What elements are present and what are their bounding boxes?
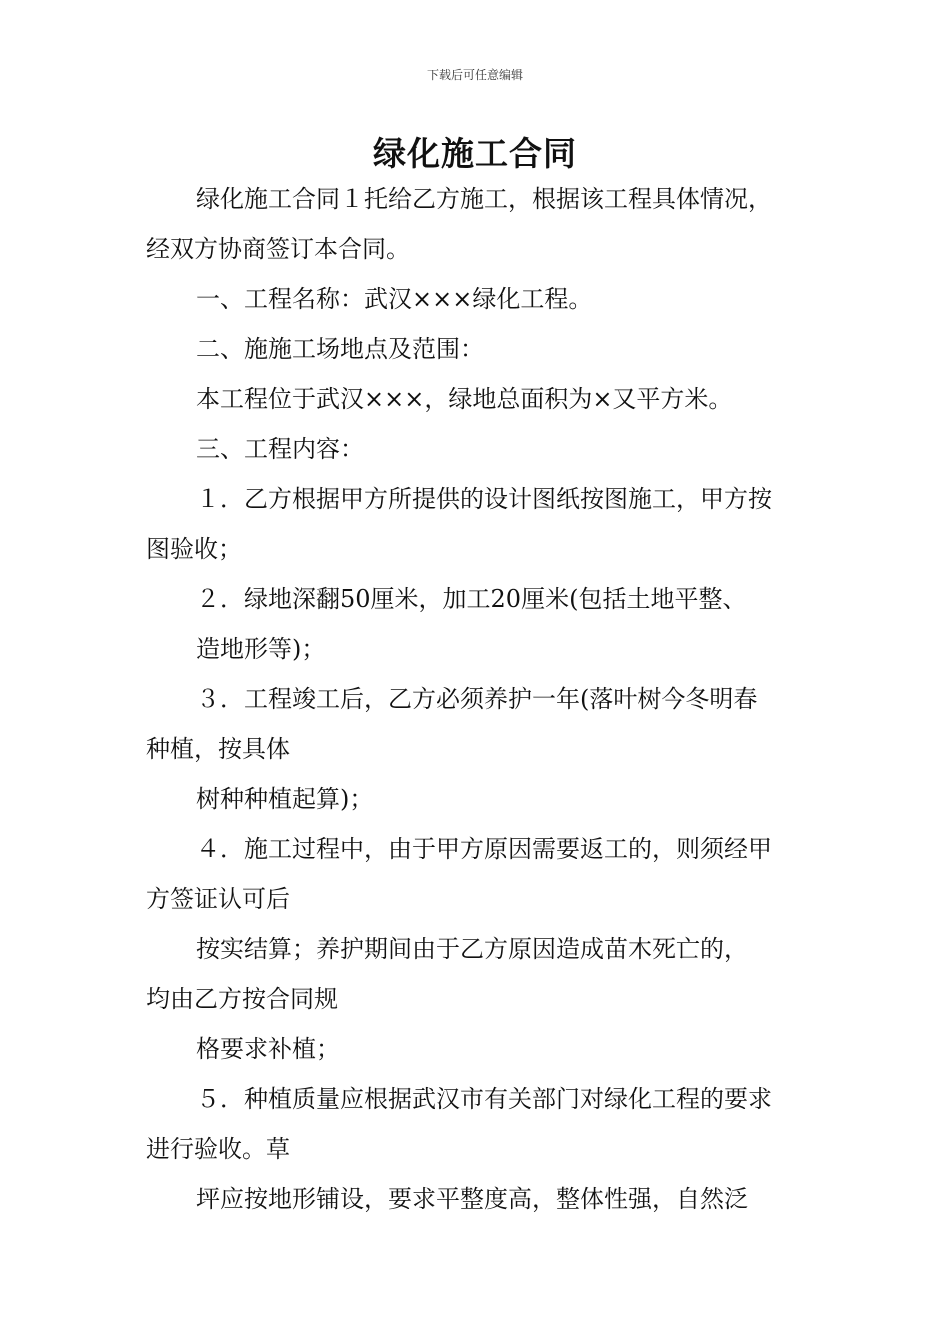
paragraph-line: 三、工程内容： — [196, 435, 364, 463]
paragraph-line: 二、施施工场地点及范围： — [196, 335, 484, 363]
paragraph-line: 经双方协商签订本合同。 — [146, 235, 410, 263]
paragraph-line: 格要求补植； — [196, 1035, 340, 1063]
paragraph-line: １．乙方根据甲方所提供的设计图纸按图施工，甲方按 — [196, 485, 772, 513]
paragraph-line: 方签证认可后 — [146, 885, 290, 913]
paragraph-line: 进行验收。草 — [146, 1135, 290, 1163]
paragraph-line: 绿化施工合同１托给乙方施工，根据该工程具体情况， — [196, 185, 772, 213]
paragraph-line: 按实结算；养护期间由于乙方原因造成苗木死亡的， — [196, 935, 748, 963]
paragraph-line: 图验收； — [146, 535, 242, 563]
document-title: 绿化施工合同 — [373, 134, 577, 173]
paragraph-line: ２．绿地深翻50厘米，加工20厘米(包括土地平整、 — [196, 585, 747, 613]
paragraph-line: 树种种植起算)； — [196, 785, 374, 813]
header-note: 下载后可任意编辑 — [426, 68, 523, 82]
paragraph-line: ５．种植质量应根据武汉市有关部门对绿化工程的要求 — [196, 1085, 772, 1113]
paragraph-line: 均由乙方按合同规 — [146, 985, 338, 1013]
paragraph-line: 本工程位于武汉×××，绿地总面积为×又平方米。 — [196, 385, 733, 413]
paragraph-line: 造地形等)； — [196, 635, 326, 663]
paragraph-line: ３．工程竣工后，乙方必须养护一年(落叶树今冬明春 — [196, 685, 758, 713]
paragraph-line: 坪应按地形铺设，要求平整度高，整体性强，自然泛 — [196, 1185, 748, 1213]
paragraph-line: 一、工程名称：武汉×××绿化工程。 — [196, 285, 593, 313]
paragraph-line: 种植，按具体 — [146, 735, 290, 763]
paragraph-line: ４．施工过程中，由于甲方原因需要返工的，则须经甲 — [196, 835, 772, 863]
